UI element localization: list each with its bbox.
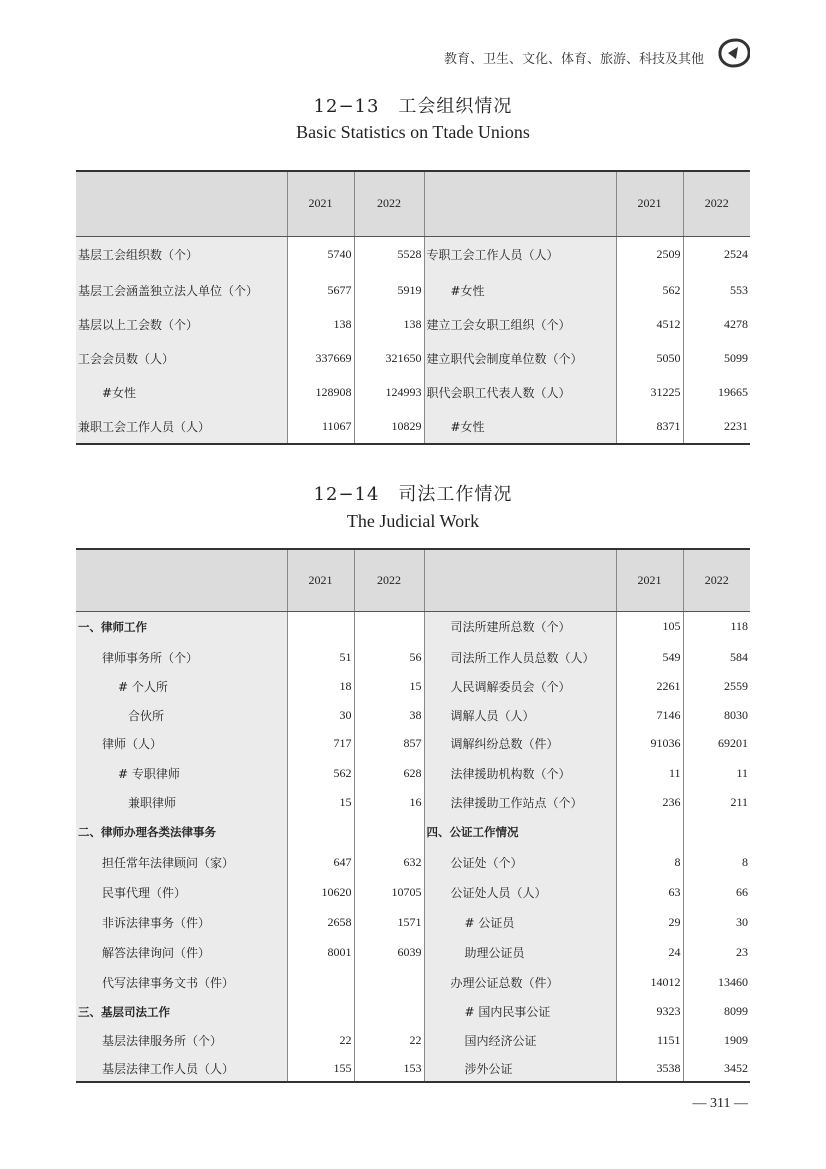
judicial-work-table	[76, 548, 750, 1083]
row-label: 基层法律工作人员（人）	[76, 1055, 287, 1082]
table2-title-cn: 12−14 司法工作情况	[313, 484, 513, 505]
value-2022: 4278	[683, 307, 750, 341]
value-2022: 857	[354, 729, 424, 758]
table-row	[76, 847, 750, 877]
row-label: 兼职律师	[76, 788, 287, 817]
value-2021: 138	[287, 307, 354, 341]
value-2022: 16	[354, 788, 424, 817]
year-header: 2021	[616, 549, 683, 611]
row-label: 法律援助机构数（个）	[424, 758, 616, 788]
value-2022: 38	[354, 701, 424, 729]
table-row	[76, 729, 750, 758]
value-2022: 22	[354, 1026, 424, 1055]
row-label: 基层以上工会数（个）	[76, 307, 287, 341]
value-2022: 321650	[354, 341, 424, 375]
value-2021	[287, 967, 354, 997]
table-row	[76, 672, 750, 701]
value-2021	[287, 611, 354, 642]
row-label: #女性	[424, 410, 616, 444]
table-row	[76, 375, 750, 410]
value-2021: 29	[616, 907, 683, 937]
value-2021: 236	[616, 788, 683, 817]
value-2022: 19665	[683, 375, 750, 410]
value-2022: 5099	[683, 341, 750, 375]
row-label: 合伙所	[76, 701, 287, 729]
value-2021: 4512	[616, 307, 683, 341]
year-header: 2021	[287, 549, 354, 611]
row-label: 司法所工作人员总数（人）	[424, 642, 616, 672]
row-label: 二、律师办理各类法律事务	[76, 817, 287, 847]
row-label: 工会会员数（人）	[76, 341, 287, 375]
value-2022: 138	[354, 307, 424, 341]
value-2021: 11	[616, 758, 683, 788]
row-label: 建立职代会制度单位数（个）	[424, 341, 616, 375]
value-2021: 647	[287, 847, 354, 877]
row-label: # 公证员	[424, 907, 616, 937]
value-2022: 8	[683, 847, 750, 877]
row-label: 民事代理（件）	[76, 877, 287, 907]
value-2022	[354, 967, 424, 997]
value-2021: 30	[287, 701, 354, 729]
value-2021: 51	[287, 642, 354, 672]
value-2021: 15	[287, 788, 354, 817]
value-2021: 549	[616, 642, 683, 672]
table-row	[76, 877, 750, 907]
year-header: 2022	[354, 549, 424, 611]
value-2022: 8099	[683, 997, 750, 1026]
row-label: #女性	[424, 273, 616, 307]
value-2021: 10620	[287, 877, 354, 907]
value-2022: 632	[354, 847, 424, 877]
year-header: 2021	[616, 171, 683, 236]
value-2022: 124993	[354, 375, 424, 410]
row-label: 一、律师工作	[76, 611, 287, 642]
value-2021: 562	[287, 758, 354, 788]
value-2022: 2231	[683, 410, 750, 444]
trade-union-table	[76, 170, 750, 445]
value-2021: 5050	[616, 341, 683, 375]
value-2022: 23	[683, 937, 750, 967]
value-2021: 11067	[287, 410, 354, 444]
page-number: — 311 —	[692, 1096, 748, 1111]
row-label: 助理公证员	[424, 937, 616, 967]
value-2021: 128908	[287, 375, 354, 410]
value-2022: 15	[354, 672, 424, 701]
value-2021: 8001	[287, 937, 354, 967]
value-2022: 10705	[354, 877, 424, 907]
row-label: 律师（人）	[76, 729, 287, 758]
value-2021: 155	[287, 1055, 354, 1082]
value-2021: 24	[616, 937, 683, 967]
row-label: 职代会职工代表人数（人）	[424, 375, 616, 410]
value-2022: 66	[683, 877, 750, 907]
value-2022: 1571	[354, 907, 424, 937]
row-label: 律师事务所（个）	[76, 642, 287, 672]
table-row	[76, 611, 750, 642]
value-2021	[287, 817, 354, 847]
year-header: 2022	[683, 549, 750, 611]
header-blank	[424, 171, 616, 236]
value-2021: 562	[616, 273, 683, 307]
row-label: 建立工会女职工组织（个）	[424, 307, 616, 341]
row-label: 解答法律询问（件）	[76, 937, 287, 967]
table-row	[76, 967, 750, 997]
logo-icon	[716, 36, 750, 70]
value-2022	[354, 817, 424, 847]
value-2021: 5740	[287, 236, 354, 273]
row-label: 非诉法律事务（件）	[76, 907, 287, 937]
value-2022: 69201	[683, 729, 750, 758]
value-2021: 18	[287, 672, 354, 701]
row-label: 三、基层司法工作	[76, 997, 287, 1026]
value-2022: 153	[354, 1055, 424, 1082]
value-2021	[616, 817, 683, 847]
value-2022: 628	[354, 758, 424, 788]
table-row	[76, 341, 750, 375]
value-2022: 11	[683, 758, 750, 788]
table-row	[76, 817, 750, 847]
table1-title-cn: 12−13 工会组织情况	[313, 96, 513, 117]
row-label: 代写法律事务文书（件）	[76, 967, 287, 997]
row-label: 公证处人员（人）	[424, 877, 616, 907]
row-label: # 专职律师	[76, 758, 287, 788]
value-2021: 8371	[616, 410, 683, 444]
value-2022: 2559	[683, 672, 750, 701]
value-2022: 211	[683, 788, 750, 817]
year-header: 2022	[354, 171, 424, 236]
row-label: # 国内民事公证	[424, 997, 616, 1026]
value-2022	[683, 817, 750, 847]
table-row	[76, 701, 750, 729]
table-row	[76, 410, 750, 444]
value-2021: 2509	[616, 236, 683, 273]
value-2022: 30	[683, 907, 750, 937]
row-label: 法律援助工作站点（个）	[424, 788, 616, 817]
value-2021	[287, 997, 354, 1026]
row-label: 公证处（个）	[424, 847, 616, 877]
row-label: 担任常年法律顾问（家）	[76, 847, 287, 877]
value-2021: 91036	[616, 729, 683, 758]
value-2021: 22	[287, 1026, 354, 1055]
value-2021: 7146	[616, 701, 683, 729]
row-label: 基层工会组织数（个）	[76, 236, 287, 273]
value-2022: 13460	[683, 967, 750, 997]
table-row	[76, 273, 750, 307]
value-2021: 31225	[616, 375, 683, 410]
row-label: 基层法律服务所（个）	[76, 1026, 287, 1055]
table-row	[76, 642, 750, 672]
value-2022: 5919	[354, 273, 424, 307]
value-2022: 8030	[683, 701, 750, 729]
value-2021: 105	[616, 611, 683, 642]
value-2021: 337669	[287, 341, 354, 375]
value-2022	[354, 997, 424, 1026]
value-2022: 10829	[354, 410, 424, 444]
value-2022: 5528	[354, 236, 424, 273]
table1-title-en: Basic Statistics on Ttade Unions	[296, 122, 530, 142]
table-row	[76, 758, 750, 788]
table-row	[76, 307, 750, 341]
header-blank	[76, 171, 287, 236]
row-label: 四、公证工作情况	[424, 817, 616, 847]
value-2021: 63	[616, 877, 683, 907]
table-row	[76, 907, 750, 937]
value-2021: 5677	[287, 273, 354, 307]
value-2022: 553	[683, 273, 750, 307]
value-2022: 2524	[683, 236, 750, 273]
row-label: 调解人员（人）	[424, 701, 616, 729]
header-blank	[76, 549, 287, 611]
row-label: 基层工会涵盖独立法人单位（个）	[76, 273, 287, 307]
value-2021: 2261	[616, 672, 683, 701]
value-2022	[354, 611, 424, 642]
value-2021: 14012	[616, 967, 683, 997]
table-row	[76, 1055, 750, 1082]
row-label: 调解纠纷总数（件）	[424, 729, 616, 758]
row-label: 国内经济公证	[424, 1026, 616, 1055]
chapter-header: 教育、卫生、文化、体育、旅游、科技及其他	[443, 52, 704, 67]
row-label: #女性	[76, 375, 287, 410]
value-2021: 3538	[616, 1055, 683, 1082]
year-header: 2022	[683, 171, 750, 236]
value-2022: 118	[683, 611, 750, 642]
table-row	[76, 1026, 750, 1055]
value-2022: 1909	[683, 1026, 750, 1055]
row-label: 办理公证总数（件）	[424, 967, 616, 997]
row-label: 兼职工会工作人员（人）	[76, 410, 287, 444]
header-blank	[424, 549, 616, 611]
value-2021: 2658	[287, 907, 354, 937]
value-2021: 1151	[616, 1026, 683, 1055]
value-2022: 584	[683, 642, 750, 672]
value-2021: 8	[616, 847, 683, 877]
value-2022: 6039	[354, 937, 424, 967]
row-label: 涉外公证	[424, 1055, 616, 1082]
value-2021: 717	[287, 729, 354, 758]
value-2022: 56	[354, 642, 424, 672]
value-2021: 9323	[616, 997, 683, 1026]
value-2022: 3452	[683, 1055, 750, 1082]
table-row	[76, 937, 750, 967]
table-row	[76, 997, 750, 1026]
row-label: 人民调解委员会（个）	[424, 672, 616, 701]
row-label: 专职工会工作人员（人）	[424, 236, 616, 273]
row-label: 司法所建所总数（个）	[424, 611, 616, 642]
table2-title-en: The Judicial Work	[346, 511, 480, 531]
year-header: 2021	[287, 171, 354, 236]
table-row	[76, 788, 750, 817]
table-row	[76, 236, 750, 273]
row-label: # 个人所	[76, 672, 287, 701]
